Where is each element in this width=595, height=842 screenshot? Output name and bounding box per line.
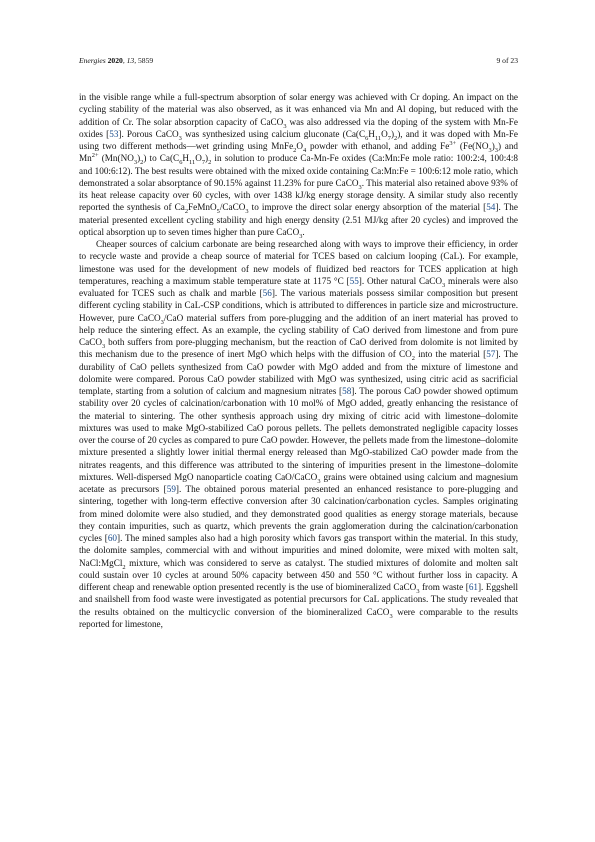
subscript: 3 [494,146,498,154]
subscript: 4 [303,146,307,154]
subscript: 5 [216,208,220,216]
subscript: 3 [283,122,287,130]
superscript: 2+ [91,152,99,160]
citation-link[interactable]: 54 [486,202,496,213]
paragraph-2: Cheaper sources of calcium carbonate are being researched along with ways to improve their efficiency, in order to recycle waste and provide a cheap source of material for TCES based on calcium looping (CaL). For example, limestone was used for the development of new models of fluidized bed reactors for TCES application at high temperatures, reaching a maximum stable temperature state at 1175 °C [55]. Other natural CaCO$_3$ minerals were also evaluated for TCES such as chalk and marble [56]. The various materials possess similar composition but present different cycling stability in CaL-CSP conditions, which is attributed to differences in particle size and microstructure. However, pure CaCO$_3$/CaO material suffers from pore-plugging and the addition of an inert material has proved to help reduce the sintering effect. As an example, the cycling stability of CaO derived from limestone and from pure CaCO$_3$ both suffers from pore-plugging mechanism, but the reaction of CaO derived from dolomite is not limited by this mechanism due to the presence of inert MgO which helps with the diffusion of $CO_2$ into the material [57]. The durability of CaO pellets synthesized from CaO powder with MgO added and from the mixture of limestone and dolomite were compared. Porous CaO powder stabilized with MgO was synthesized, using citric acid as sacrificial template, starting from a solution of calcium and magnesium nitrates [58]. The porous CaO powder showed optimum stability over 20 cycles of calcination/carbonation with 10 mol% of MgO added, greatly enhancing the resistance of the material to sintering. The other synthesis approach using dry mixing of citric acid with limestone–dolomite mixtures was used to make MgO-stabilized CaO porous pellets. The pellets demonstrated negligible capacity losses over the course of 20 cycles as compared to pure CaO powder. However, the pellets made from the limestone–dolomite mixture presented a slightly lower initial thermal energy released than MgO-stabilized CaO powder made from the nitrates reagents, and this difference was attributed to the sintering of impurities present in the limestone–dolomite mixtures. Well-dispersed MgO nanoparticle coating CaO/CaCO$_3$ grains were obtained using calcium and magnesium acetate as precursors [59]. The obtained porous material presented an enhanced resistance to pore-plugging and sintering, together with long-term effective conversion after 30 calcination/carbonation cycles. Samples originating from mined dolomite were also studied, and they demonstrated good qualities as energy storage materials, because they contain impurities, such as quartz, which prevents the grain agglomeration during the calcination/carbonation cycles [60]. The mined samples also had a high porosity which favors gas transport within the material. In this study, the dolomite samples, commercial with and without impurities and mined dolomite, were mixed with molten salt, NaCl:MgCl$_2$ mixture, which was considered to serve as catalyst. The studied mixtures of dolomite and molten salt could sustain over 10 cycles at around 50% capacity between 450 and 550 °C without further loss in capacity. A different cheap and renewable option presented recently is the use of biomineralized CaCO$_3$ from waste [61]. Eggshell and snailshell from food waste were investigated as potential precursors for CaL applications. The study revealed that the results obtained on the multicyclic conversion of the biomineralized CaCO$_3$ were comparable to the results reported for limestone, [79,239,519,629]
subscript: 3 [160,318,164,326]
subscript: 3 [101,342,106,350]
subscript: 3 [416,587,420,595]
subscript: 7 [201,159,206,167]
subscript: 3 [389,612,393,620]
subscript: 2 [394,134,398,142]
subscript: 3 [358,183,362,191]
journal-name: Energies [79,56,106,65]
journal-year: 2020 [107,56,123,65]
subscript: 3 [299,232,303,240]
subscript: 3 [488,146,492,154]
citation-link[interactable]: 57 [486,349,496,360]
subscript: 3 [133,159,138,167]
subscript: 2 [122,563,126,571]
subscript: 11 [189,159,196,167]
subscript: 6 [365,134,369,142]
citation-link[interactable]: 56 [262,288,272,298]
citation-link[interactable]: 61 [468,582,478,592]
subscript: 2 [208,159,212,167]
page-number: 9 of 23 [496,56,518,65]
body-text [79,91,518,630]
article-number: 5859 [138,56,154,65]
citation-link[interactable]: 58 [342,386,352,396]
journal-citation: Energies 2020, 13, 5859 [79,56,154,65]
paragraph-1: in the visible range while a full-spectrum absorption of solar energy was achieved with Cr doping. An impact on the cycling stability of the material was also observed, as it was enhanced via Mn and Al doping, but reduced with the addition of Cr. The solar absorption capacity of CaCO$_3$ was also addressed via the doping of the system with Mn-Fe oxides [53]. Porous CaCO$_3$ was synthesized using calcium gluconate $(Ca(C_6H_{11}O_7)_2)$, and it was doped with Mn-Fe using two different methods—wet grinding using $MnFe_2O_4$ powder with ethanol, and adding $Fe^{3+}$ $(Fe(NO_3)_3)$ and $Mn^{2+}$ $(Mn(NO_3)_2)$ to $Ca(C_6H_{11}O_7)_2$ in solution to produce Ca-Mn-Fe oxides (Ca:Mn:Fe mole ratio: 100:2:4, 100:4:8 and 100:6:12). The best results were obtained with the mixed oxide containing Ca:Mn:Fe = 100:6:12 mole ratio, which demonstrated a solar absorptance of 90.15% against 11.23% for pure CaCO$_3$. This material also retained above 93% of its heat release capacity over 60 cycles, with over 1438 kJ/kg energy storage density. A similar study also recently reported the synthesis of $Ca_2FeMnO_5/CaCO_3$ to improve the direct solar energy absorption of the material [54]. The material presented excellent cycling stability and high energy density (2.51 MJ/kg after 20 cycles) and improved the optical absorption up to seven times higher than pure CaCO$_3$. [79,92,519,240]
running-header [79,56,518,68]
journal-volume: 13 [126,56,135,65]
subscript: 7 [387,134,391,142]
subscript: 2 [293,146,297,154]
subscript: 3 [178,134,182,142]
superscript: 3+ [449,139,457,147]
subscript: 3 [442,281,446,289]
subscript: 3 [245,208,249,216]
citation-link[interactable]: 53 [109,128,119,139]
subscript: 2 [411,355,415,363]
subscript: 3 [317,477,321,485]
citation-link[interactable]: 55 [349,275,359,286]
subscript: 6 [179,159,183,167]
subscript: 11 [374,134,382,142]
subscript: 2 [184,208,189,216]
citation-link[interactable]: 59 [166,484,176,494]
subscript: 2 [140,159,144,167]
citation-link[interactable]: 60 [107,533,118,543]
